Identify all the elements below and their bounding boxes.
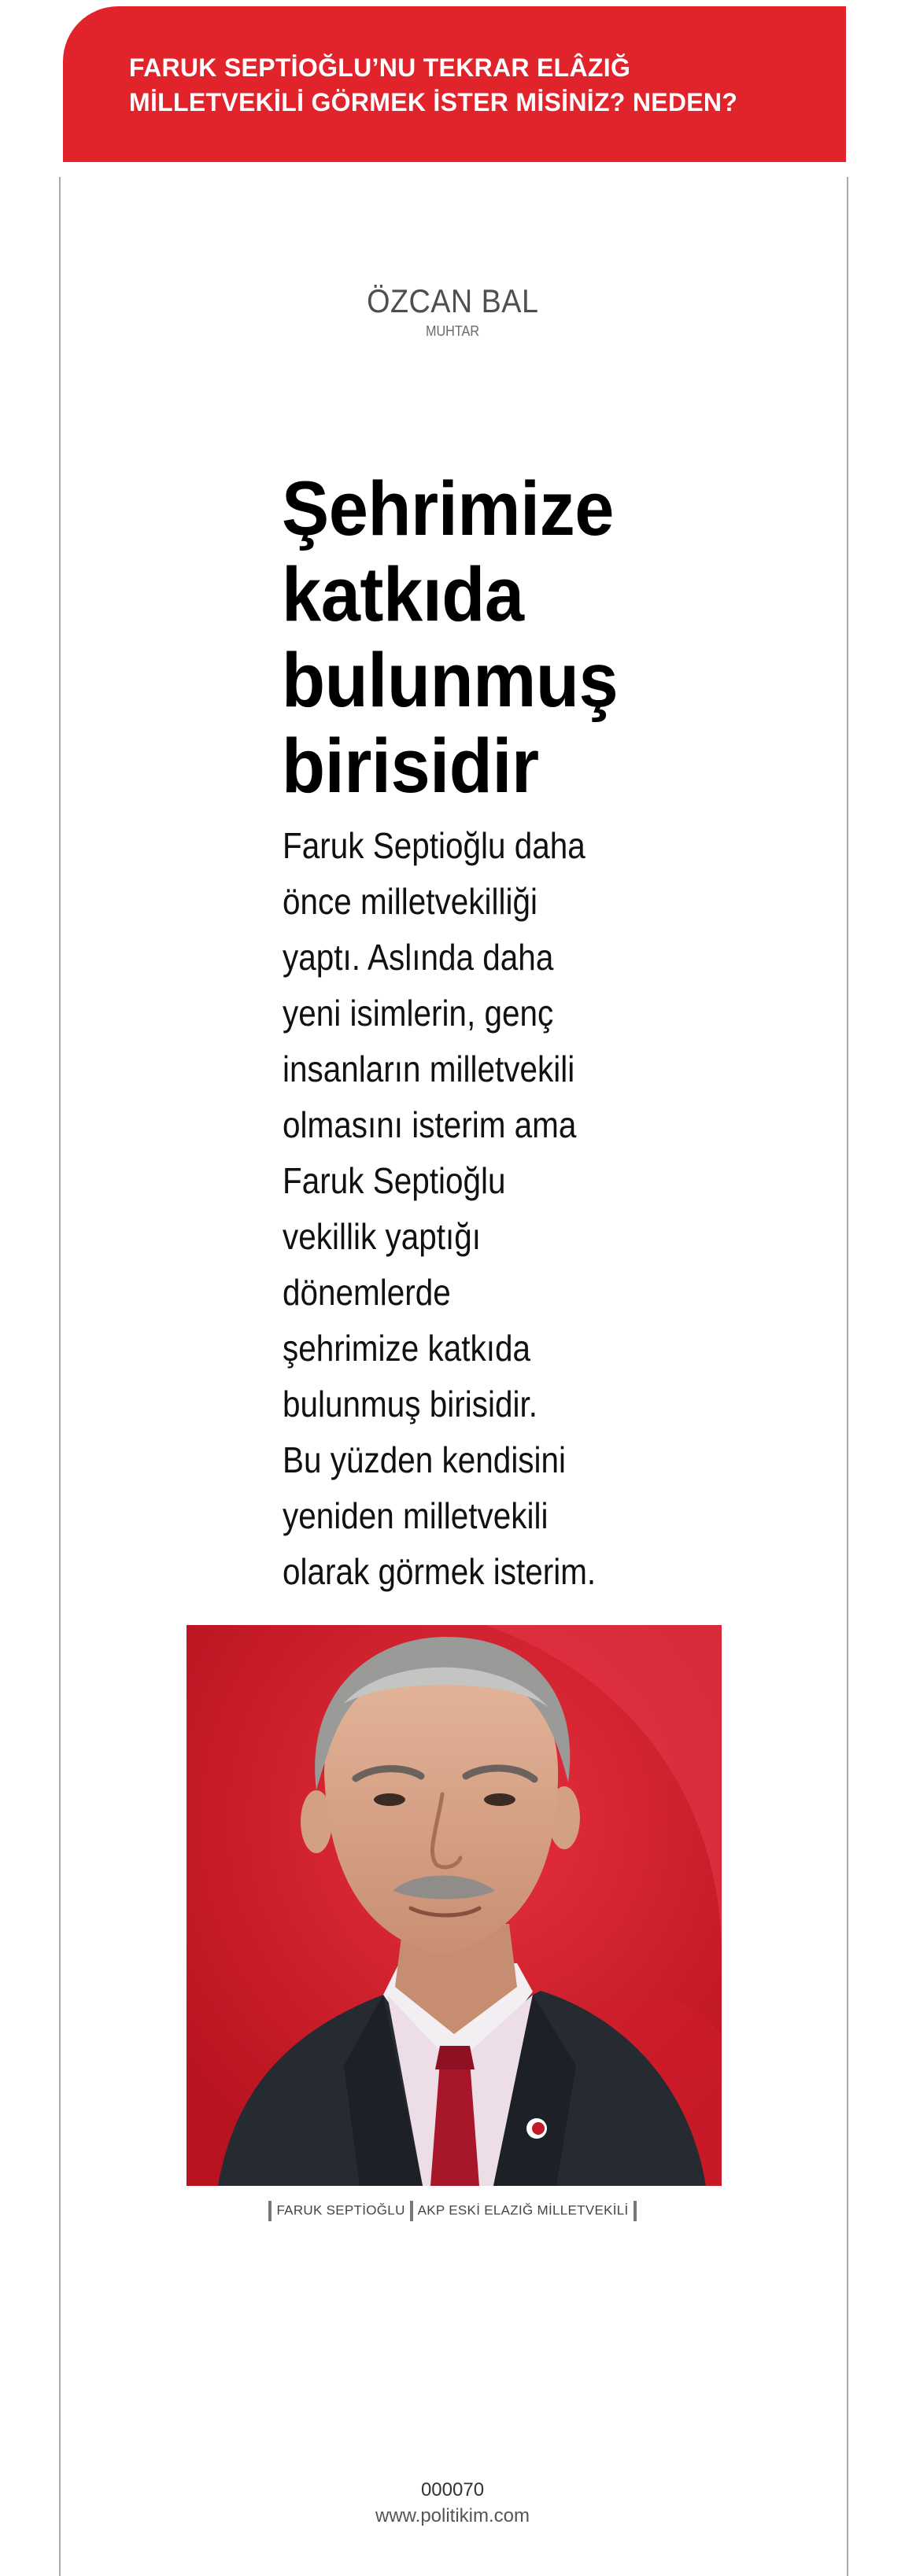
article-body	[283, 818, 692, 1600]
headline-line: bulunmuş	[282, 637, 619, 723]
body-line: insanların milletvekili	[283, 1048, 575, 1089]
photo-caption	[0, 2200, 905, 2221]
body-line: önce milletvekilliği	[283, 881, 537, 922]
page-number: 000070	[420, 2479, 485, 2500]
body-line: olmasını isterim ama	[283, 1104, 577, 1145]
body-line: Faruk Septioğlu daha	[283, 825, 585, 866]
website-link[interactable]: www.politikim.com	[375, 2505, 530, 2526]
caption-name: FARUK SEPTİOĞLU	[276, 2202, 405, 2218]
author-block	[0, 282, 905, 340]
author-role: MUHTAR	[425, 323, 480, 339]
body-line: Bu yüzden kendisini	[283, 1439, 567, 1480]
portrait-photo	[187, 1625, 722, 2186]
title-banner	[63, 6, 846, 162]
body-line: Faruk Septioğlu	[283, 1160, 506, 1201]
body-line: şehrimize katkıda	[283, 1328, 530, 1369]
caption-title: AKP ESKİ ELAZIĞ MİLLETVEKİLİ	[417, 2202, 629, 2218]
banner-title-line-1: FARUK SEPTİOĞLU’NU TEKRAR ELÂZIĞ	[129, 53, 631, 82]
caption-divider	[410, 2201, 413, 2221]
author-name: ÖZCAN BAL	[366, 282, 539, 319]
body-line: yeni isimlerin, genç	[283, 993, 554, 1034]
caption-divider	[634, 2201, 637, 2221]
body-line: yaptı. Aslında daha	[283, 937, 554, 978]
page-footer	[0, 2478, 905, 2530]
headline-line: katkıda	[282, 551, 524, 637]
banner-title-line-2: MİLLETVEKİLİ GÖRMEK İSTER MİSİNİZ? NEDEN?	[129, 88, 738, 116]
body-line: bulunmuş birisidir.	[283, 1384, 537, 1424]
body-line: dönemlerde	[283, 1272, 451, 1313]
body-line: yeniden milletvekili	[283, 1495, 549, 1536]
body-line: vekillik yaptığı	[283, 1216, 481, 1257]
body-line: olarak görmek isterim.	[283, 1551, 597, 1592]
headline	[282, 466, 691, 809]
headline-line: Şehrimize	[282, 466, 614, 551]
portrait-illustration	[187, 1625, 722, 2186]
caption-divider	[268, 2201, 272, 2221]
headline-line: birisidir	[282, 723, 539, 809]
